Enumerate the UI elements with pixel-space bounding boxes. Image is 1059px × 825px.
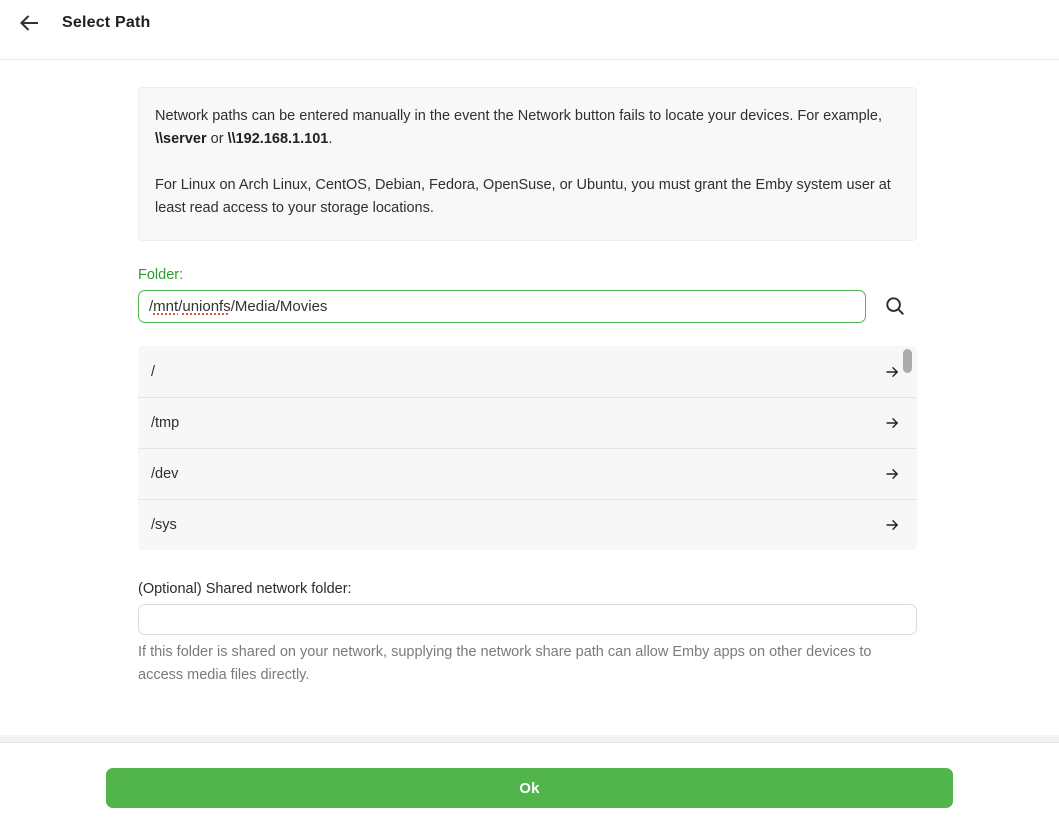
arrow-left-icon bbox=[17, 11, 41, 35]
folder-label: Folder: bbox=[138, 267, 184, 283]
arrow-right-icon bbox=[883, 465, 901, 483]
path-list-item[interactable] bbox=[138, 499, 917, 550]
misspelled-word: unionfs bbox=[182, 297, 231, 315]
arrow-right-icon bbox=[883, 414, 901, 432]
shared-network-folder-label: (Optional) Shared network folder: bbox=[138, 581, 352, 597]
folder-input-row bbox=[138, 289, 917, 323]
path-list-item[interactable] bbox=[138, 346, 917, 397]
footer bbox=[0, 743, 1059, 825]
path-list bbox=[138, 346, 917, 550]
info-paragraph-2: For Linux on Arch Linux, CentOS, Debian, Fedora, OpenSuse, or Ubuntu, you must grant the Emby system user at least read access to your storage locations. bbox=[155, 177, 891, 216]
example-ip-path: \\192.168.1.101 bbox=[227, 131, 329, 147]
folder-input[interactable]: / mnt / unionfs /Media/Movies bbox=[138, 290, 866, 323]
network-search-button[interactable] bbox=[878, 289, 912, 323]
footer-divider bbox=[0, 735, 1059, 743]
arrow-right-icon bbox=[883, 516, 901, 534]
shared-network-folder-helper: If this folder is shared on your network, supplying the network share path can allow Emby apps on other devices to access media files directly. bbox=[138, 644, 872, 683]
page-title: Select Path bbox=[62, 14, 151, 31]
misspelled-word: mnt bbox=[153, 297, 179, 315]
main-content bbox=[0, 60, 1059, 735]
network-paths-info-box bbox=[138, 87, 917, 241]
path-list-item[interactable] bbox=[138, 448, 917, 499]
path-label: /sys bbox=[151, 517, 177, 533]
path-label: /dev bbox=[151, 466, 179, 482]
path-label: / bbox=[151, 363, 156, 380]
info-paragraph-1: Network paths can be entered manually in the event the Network button fails to locate your devices. For example, \\server or \\192.168.1.101. bbox=[155, 108, 882, 147]
header bbox=[0, 0, 1059, 60]
path-list-item[interactable] bbox=[138, 397, 917, 448]
arrow-right-icon bbox=[883, 363, 901, 381]
back-button[interactable] bbox=[12, 6, 46, 40]
list-scrollbar-thumb[interactable] bbox=[903, 349, 912, 373]
shared-network-folder-input[interactable] bbox=[138, 604, 917, 635]
magnifier-icon bbox=[884, 295, 906, 317]
example-server-path: \\server bbox=[155, 131, 207, 147]
ok-button[interactable]: Ok bbox=[106, 768, 953, 808]
path-label: /tmp bbox=[151, 415, 180, 431]
